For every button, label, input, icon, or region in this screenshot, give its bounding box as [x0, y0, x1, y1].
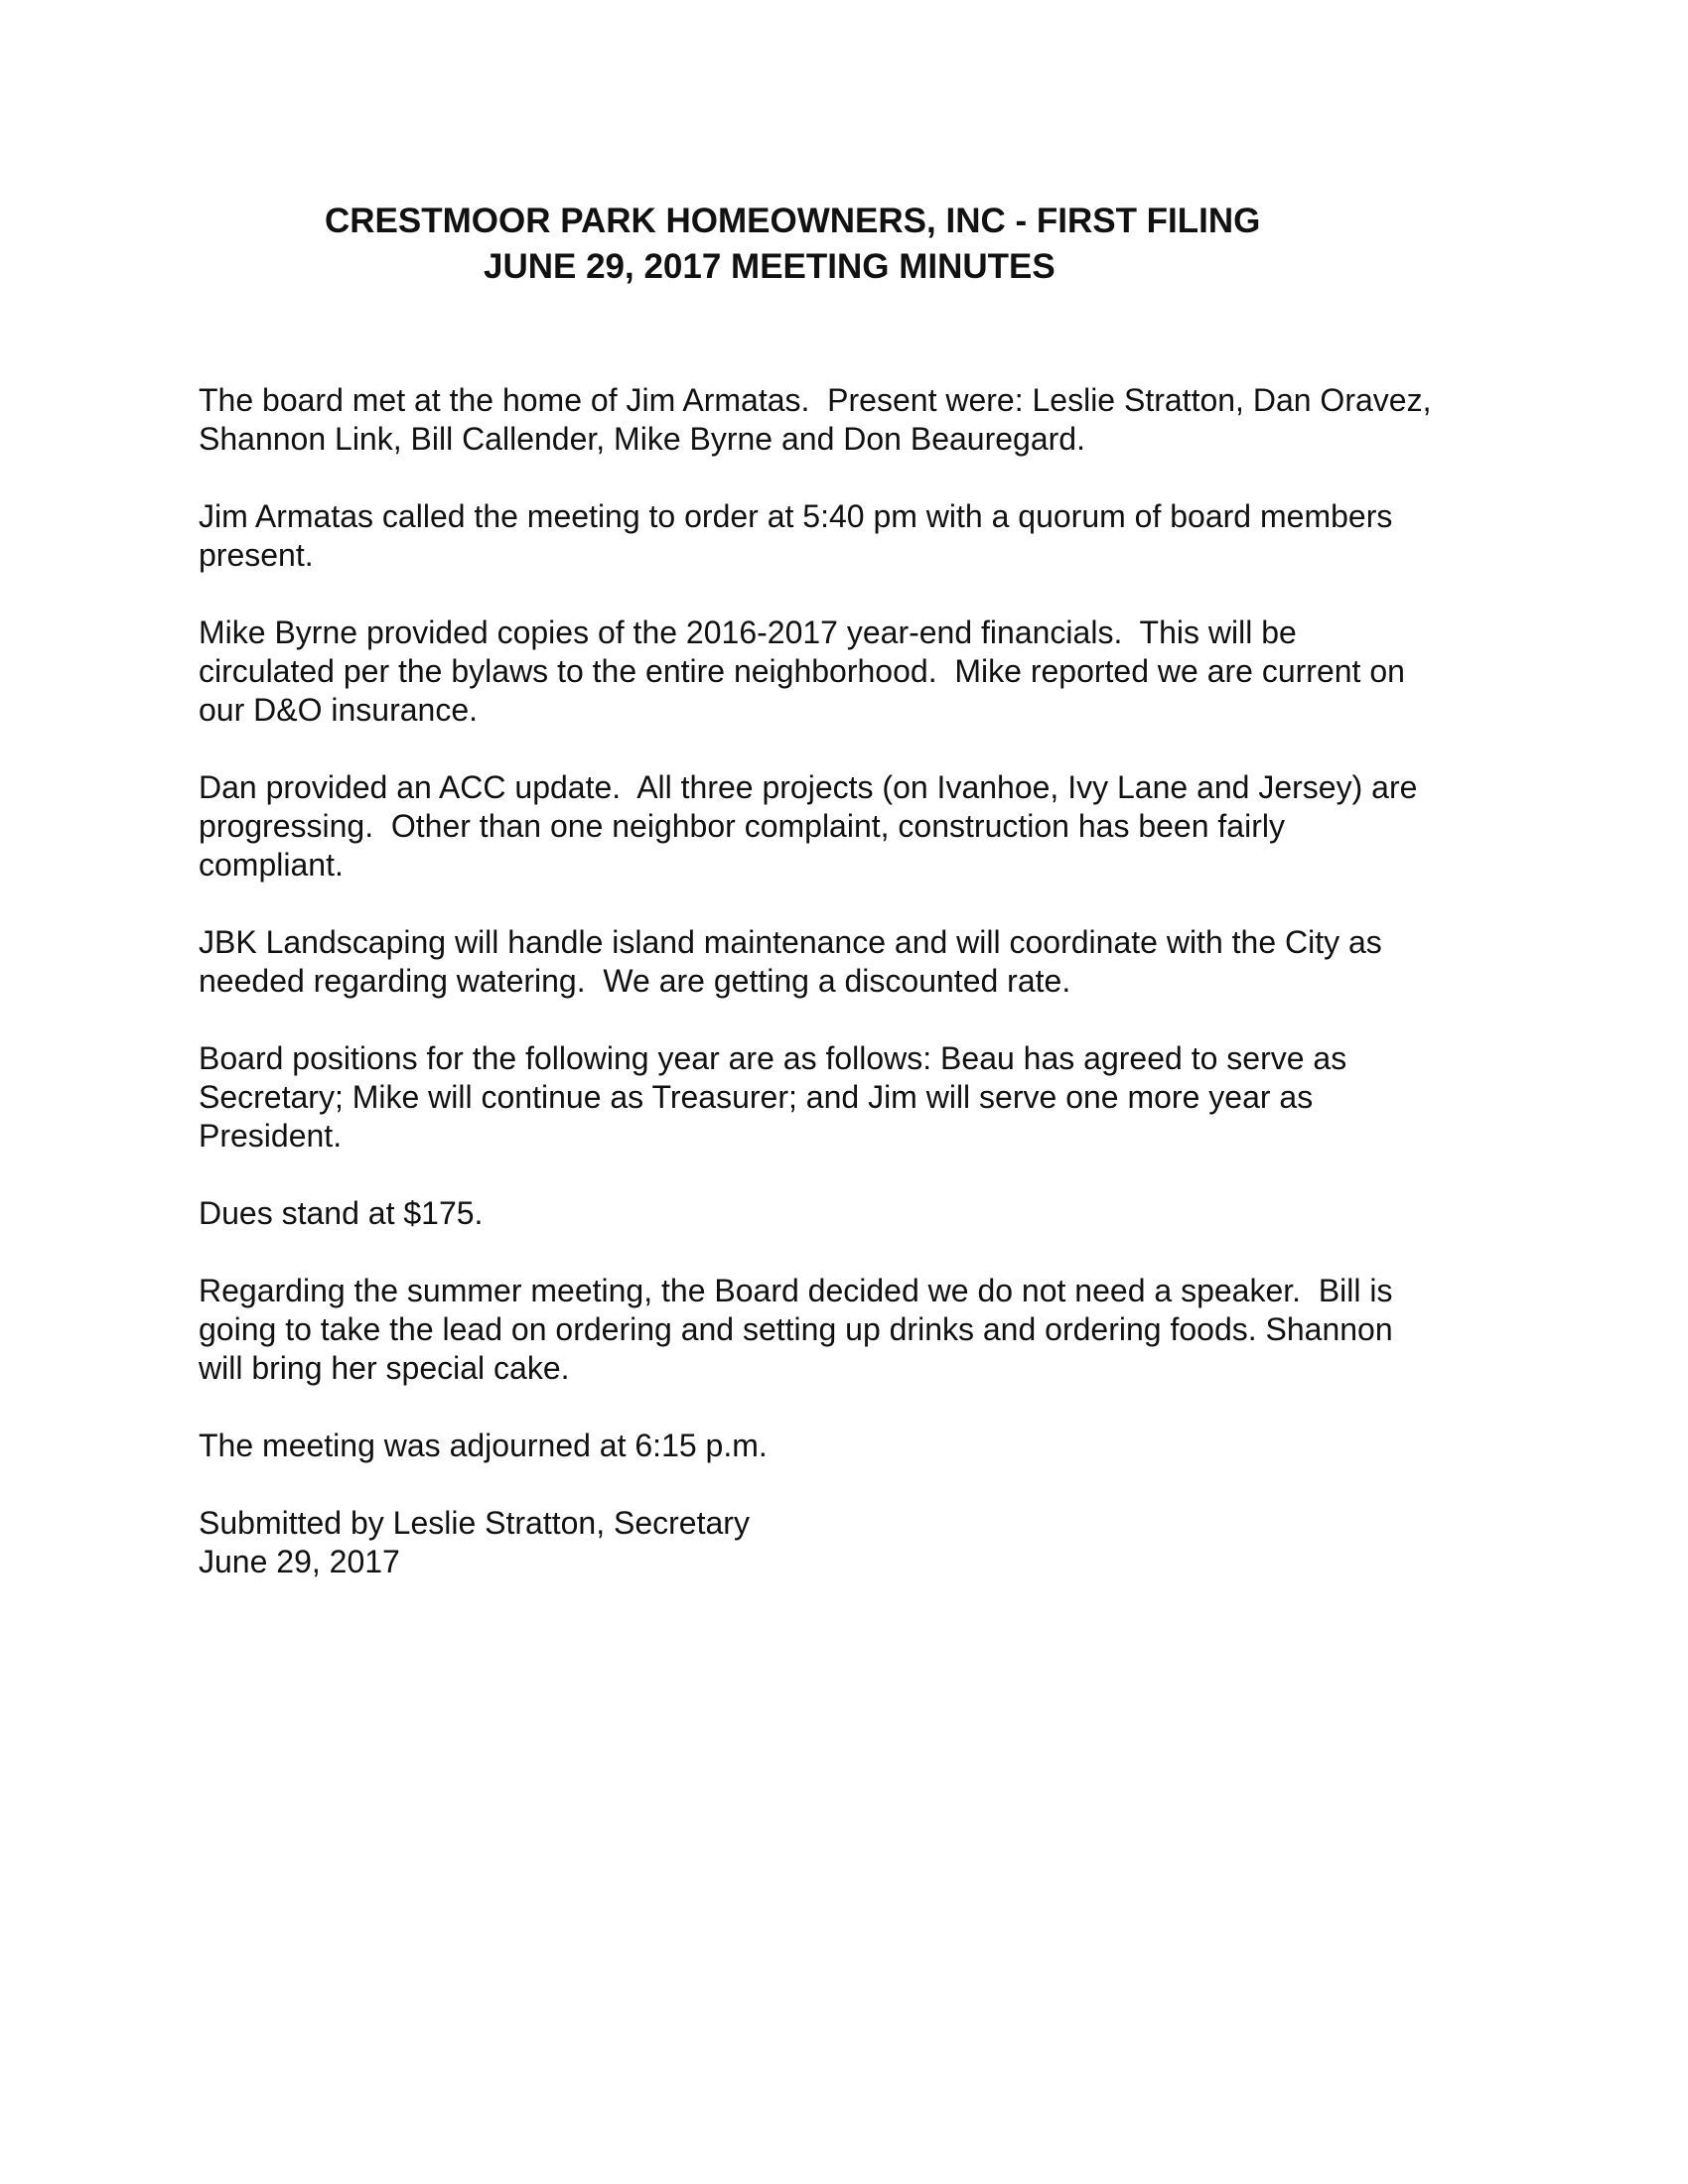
text-line: circulated per the bylaws to the entire neighborhood. Mike reported we are current on	[199, 653, 1405, 689]
text-line: Mike Byrne provided copies of the 2016-2017 year-end financials. This will be	[199, 614, 1297, 650]
title-line-1: CRESTMOOR PARK HOMEOWNERS, INC - FIRST FILING	[325, 202, 1261, 240]
paragraph-dues	[199, 1194, 1509, 1233]
title-line-2: JUNE 29, 2017 MEETING MINUTES	[484, 247, 1055, 286]
paragraph-acc-update	[199, 768, 1509, 885]
text-line: needed regarding watering. We are getting a discounted rate.	[199, 963, 1071, 999]
text-line: Board positions for the following year are as follows: Beau has agreed to serve as	[199, 1040, 1347, 1076]
text-line: Dues stand at $175.	[199, 1195, 484, 1231]
text-line: The meeting was adjourned at 6:15 p.m.	[199, 1428, 768, 1463]
minutes-body	[199, 381, 1509, 1581]
submitted-by: Submitted by Leslie Stratton, Secretary	[199, 1505, 750, 1541]
text-line: progressing. Other than one neighbor complaint, construction has been fairly	[199, 808, 1285, 844]
paragraph-summer-meeting	[199, 1272, 1509, 1388]
paragraph-adjournment	[199, 1427, 1509, 1465]
text-line: Secretary; Mike will continue as Treasurer; and Jim will serve one more year as	[199, 1079, 1314, 1115]
text-line: JBK Landscaping will handle island maintenance and will coordinate with the City as	[199, 924, 1382, 960]
signature-block	[199, 1504, 1509, 1581]
paragraph-landscaping	[199, 923, 1509, 1001]
text-line: Jim Armatas called the meeting to order at 5:40 pm with a quorum of board members	[199, 498, 1393, 534]
paragraph-board-positions	[199, 1039, 1509, 1156]
text-line: Dan provided an ACC update. All three projects (on Ivanhoe, Ivy Lane and Jersey) are	[199, 769, 1418, 805]
text-line: going to take the lead on ordering and setting up drinks and ordering foods. Shannon	[199, 1311, 1393, 1347]
text-line: our D&O insurance.	[199, 692, 479, 728]
text-line: will bring her special cake.	[199, 1350, 570, 1386]
text-line: compliant.	[199, 847, 344, 883]
paragraph-financials	[199, 614, 1509, 730]
submission-date: June 29, 2017	[199, 1544, 400, 1579]
paragraph-call-to-order	[199, 497, 1509, 575]
paragraph-attendance	[199, 381, 1509, 459]
text-line: Shannon Link, Bill Callender, Mike Byrne and Don Beauregard.	[199, 421, 1085, 457]
text-line: present.	[199, 537, 314, 573]
document-title	[0, 199, 1688, 290]
text-line: The board met at the home of Jim Armatas. Present were: Leslie Stratton, Dan Oravez,	[199, 382, 1432, 418]
text-line: Regarding the summer meeting, the Board decided we do not need a speaker. Bill is	[199, 1273, 1393, 1308]
text-line: President.	[199, 1118, 343, 1154]
